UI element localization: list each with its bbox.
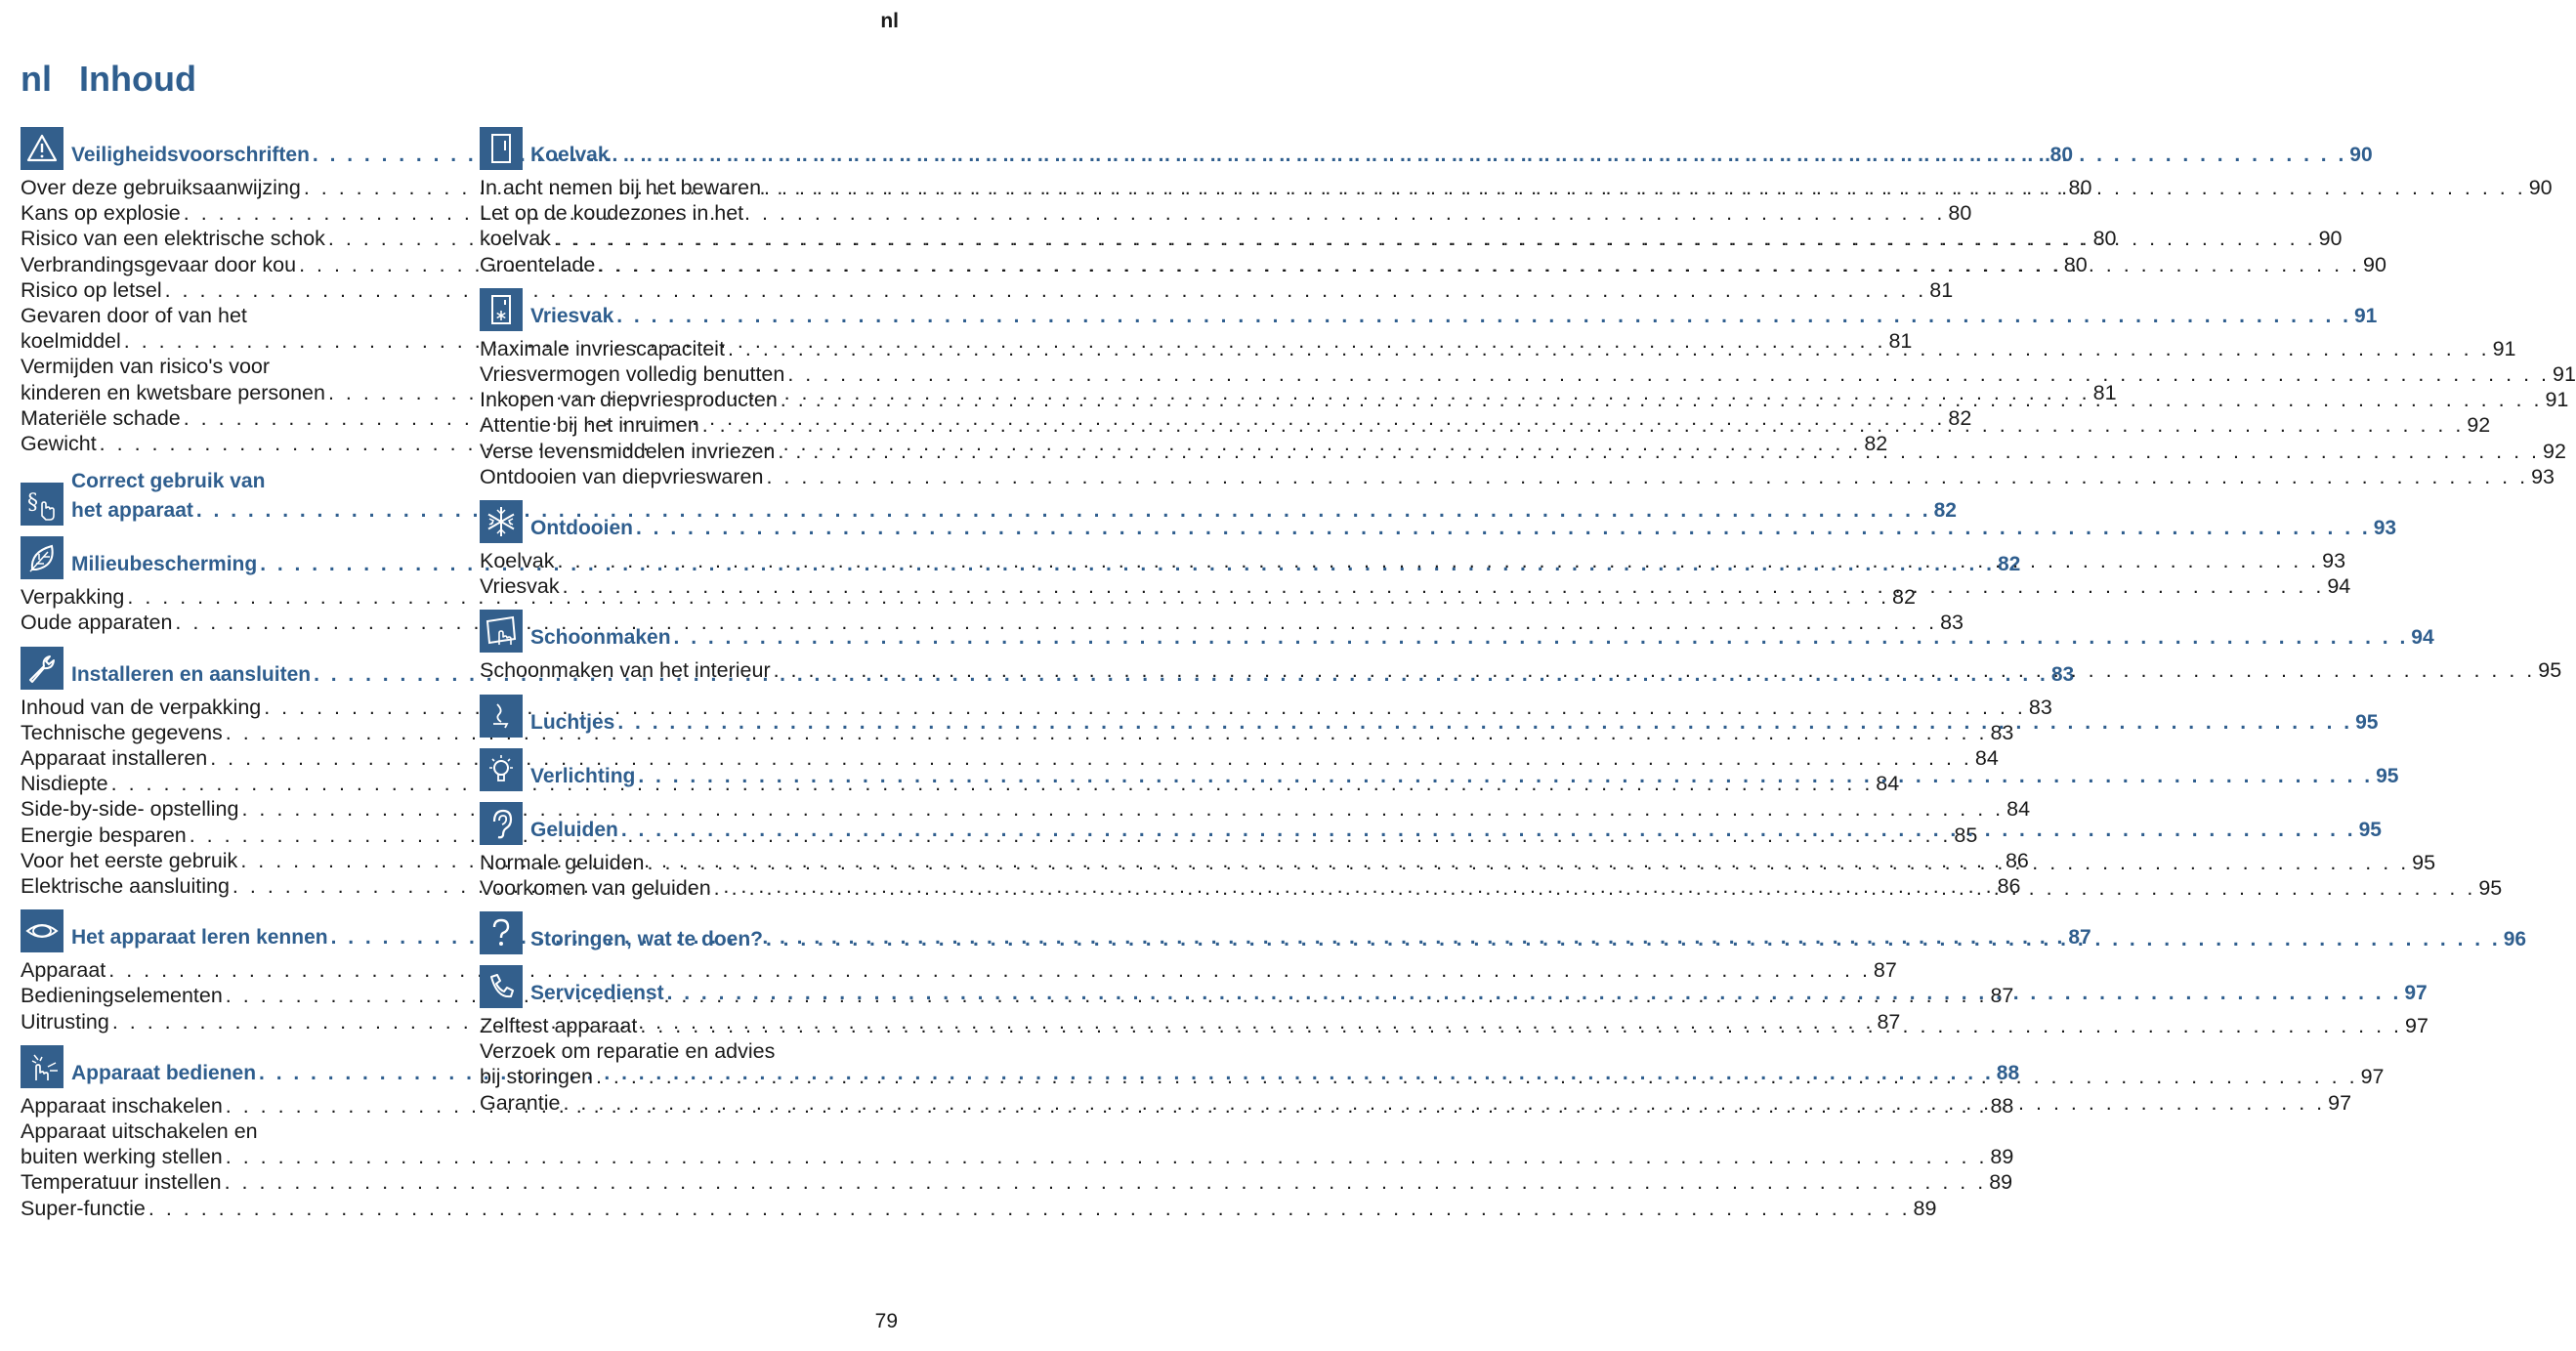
- toc-entry-text: Over deze gebruiksaanwijzing: [21, 176, 301, 199]
- eye-icon: [21, 909, 63, 952]
- section-title: [530, 762, 2398, 791]
- dot-leader: [702, 412, 2465, 438]
- toc-entry-text: kinderen en kwetsbare personen: [21, 380, 325, 404]
- toc-entry-text: Technische gegevens: [21, 720, 223, 744]
- fridge-icon: [480, 127, 523, 170]
- section-page-number: 90: [2349, 144, 2373, 166]
- toc-entry-text: Temperatuur instellen: [21, 1170, 222, 1195]
- toc-entry[interactable]: [21, 695, 2052, 720]
- dot-leader: [640, 1013, 2402, 1038]
- toc-entry-text-line: Let op de koudezones in het: [480, 201, 744, 226]
- toc-entry-text: Ontdooien van diepvrieswaren: [480, 464, 764, 488]
- toc-entry-page-number: 95: [2538, 658, 2562, 683]
- toc-entry-text: Garantie: [480, 1090, 561, 1115]
- section-page-number: 83: [2050, 662, 2075, 686]
- section-page-number: 80: [2049, 144, 2073, 166]
- section-title-text: Ontdooien: [530, 517, 633, 540]
- toc-entry-page-number: 94: [2327, 574, 2351, 599]
- dot-leader: [674, 623, 2409, 653]
- toc-entry-text: Schoonmaken van het interieur: [480, 658, 771, 683]
- toc-entry-text: In acht nemen bij het bewaren: [480, 176, 762, 199]
- dot-leader: [648, 850, 2410, 875]
- section-page-number: 82: [1997, 553, 2021, 576]
- dot-leader: [148, 1196, 1911, 1221]
- page-title: [21, 59, 196, 100]
- toc-entry[interactable]: [21, 1196, 1937, 1221]
- section-page-number: 95: [2358, 818, 2382, 841]
- section-title: [530, 514, 2396, 543]
- dot-leader: [764, 175, 2526, 200]
- dot-leader: [714, 875, 2476, 901]
- toc-entry-text: Vriesvermogen volledig benutten: [480, 362, 785, 387]
- toc-entry-text: Apparaat: [21, 958, 106, 983]
- wrench-icon: [21, 647, 63, 690]
- toc-entry-line: [21, 957, 1897, 983]
- toc-entry[interactable]: [21, 277, 1954, 303]
- toc-entry-page-number: 89: [1989, 1170, 2013, 1195]
- section-title-line: [530, 708, 2378, 738]
- toc-entry-page-number: 91: [2492, 336, 2516, 360]
- section-title: [530, 623, 2434, 653]
- toc-entry[interactable]: [21, 745, 1999, 771]
- toc-entry-page-number: 81: [1888, 329, 1913, 354]
- freezer-icon: [480, 288, 523, 331]
- toc-entry-page-number: 91: [2553, 362, 2576, 387]
- toc-entry-page-number: 95: [2412, 850, 2436, 874]
- toc-entry-text: Voorkomen van geluiden: [480, 875, 711, 900]
- ear-icon: [480, 802, 523, 845]
- section-page-number: 88: [1996, 1061, 2020, 1084]
- section-page-number: 93: [2373, 517, 2397, 540]
- toc-entry-page-number: 81: [1929, 277, 1954, 302]
- toc-entry-text-line: Vermijden van risico's voor: [21, 355, 271, 379]
- toc-entry-page-number: 88: [1990, 1093, 2014, 1118]
- toc-entry-text-line: Gevaren door of van het: [21, 304, 247, 328]
- toc-entry-page-number: 90: [2363, 252, 2386, 276]
- odor-icon: [480, 695, 523, 738]
- dot-leader: [563, 573, 2325, 599]
- toc-entry-page-number: 90: [2318, 227, 2343, 251]
- toc-entry-line: [21, 745, 1999, 771]
- toc-entry[interactable]: [21, 610, 1964, 635]
- dot-leader: [225, 1169, 1987, 1195]
- toc-entry-page-number: 82: [1864, 432, 1888, 456]
- toc-entry-text: Risico van een elektrische schok: [21, 227, 325, 251]
- section-title-line: [530, 816, 2382, 845]
- section-page-number: 87: [2068, 926, 2091, 950]
- toc-entry-text: Materiële schade: [21, 405, 181, 430]
- phone-icon: [480, 965, 523, 1008]
- section-title-text: Apparaat bedienen: [71, 1061, 257, 1084]
- toc-entry-page-number: 84: [1974, 746, 1999, 771]
- toc-entry-line: [21, 610, 1964, 635]
- section-title-text: Installeren en aansluiten: [71, 662, 312, 686]
- section-title-line: [530, 925, 2526, 954]
- toc-entry-line: [480, 361, 2576, 387]
- toc-entry-text-line: Apparaat uitschakelen en: [21, 1119, 258, 1144]
- toc-entry-text: Side-by-side- opstelling: [21, 797, 239, 822]
- dot-leader: [778, 439, 2540, 464]
- toc-entry-page-number: 87: [1873, 958, 1897, 983]
- toc-entry-text: Verpakking: [21, 585, 125, 610]
- toc-entry-page-number: 97: [2360, 1065, 2385, 1089]
- toc-entry-text: Energie besparen: [21, 823, 187, 847]
- toc-entry-page-number: 93: [2531, 464, 2555, 488]
- toc-entry-page-number: 97: [2405, 1014, 2428, 1038]
- dot-leader: [728, 336, 2490, 361]
- toc-entry-page-number: 93: [2322, 549, 2346, 573]
- toc-entry[interactable]: [21, 1119, 2014, 1169]
- toc-entry-text: Uitrusting: [21, 1009, 109, 1034]
- question-icon: [480, 911, 523, 954]
- toc-entry-text: Zelftest apparaat: [480, 1014, 638, 1038]
- toc-entry-text: Elektrische aansluiting: [21, 874, 230, 899]
- toc-entry-page-number: 89: [1913, 1196, 1937, 1220]
- section-page-number: 96: [2503, 928, 2527, 951]
- section-title-text: Milieubescherming: [71, 553, 258, 576]
- svg-text:§: §: [27, 490, 38, 516]
- toc-entry-text: buiten werking stellen: [21, 1145, 223, 1169]
- section-page-number: 95: [2355, 710, 2379, 734]
- toc-entry-line: [21, 695, 2052, 720]
- toc-entry-text: Attentie bij het inruimen: [480, 413, 699, 438]
- toc-entry-text-line: Verzoek om reparatie en advies: [480, 1039, 776, 1064]
- toc-entry-page-number: 82: [1948, 405, 1972, 430]
- toc-entry-line: [480, 464, 2555, 489]
- section-title: [530, 708, 2378, 738]
- dot-leader: [766, 464, 2528, 489]
- toc-entry-text: koelvak: [480, 227, 551, 251]
- toc-entry-page-number: 92: [2543, 439, 2566, 463]
- toc-entry-page-number: 91: [2545, 388, 2569, 412]
- dot-leader: [598, 252, 2360, 277]
- toc-entry-text: Vriesvak: [480, 574, 560, 599]
- toc-entry-text: Verbrandingsgevaar door kou: [21, 252, 297, 276]
- section-page-number: 94: [2411, 626, 2434, 650]
- section-title-line: Correct gebruik van: [71, 470, 266, 493]
- section-title-text: Schoonmaken: [530, 626, 671, 650]
- toc-entry-page-number: 80: [2063, 252, 2088, 276]
- section-title: [530, 302, 2377, 331]
- toc-entry-line: [21, 796, 2031, 822]
- toc-entry-page-number: 80: [1948, 201, 1972, 226]
- toc-entry-page-number: 83: [2028, 695, 2052, 719]
- toc-entry-page-number: 87: [1990, 984, 2014, 1008]
- toc-entry-text: Bedieningselementen: [21, 984, 223, 1008]
- toc-entry-page-number: 97: [2328, 1090, 2352, 1115]
- section-title-text: Het apparaat leren kennen: [71, 926, 328, 950]
- dot-leader: [226, 1144, 1988, 1169]
- toc-entry-page-number: 89: [1990, 1145, 2014, 1169]
- toc-entry-text: Voor het eerste gebruik: [21, 848, 238, 872]
- section-title-line: [530, 762, 2398, 791]
- toc-entry-page-number: 86: [1997, 874, 2021, 899]
- toc-entry-page-number: 85: [1954, 823, 1978, 847]
- toc-entry-text: Gewicht: [21, 432, 97, 456]
- section-title-text: Geluiden: [530, 818, 618, 841]
- toc-entry-page-number: 80: [2092, 227, 2117, 251]
- dot-leader: [787, 361, 2550, 387]
- section-title-line: [530, 141, 2373, 170]
- toc-entry-page-number: 80: [2068, 176, 2092, 199]
- toc-entry-page-number: 84: [2006, 797, 2031, 822]
- leaf-icon: [21, 536, 63, 579]
- cleaning-hand-icon: [480, 610, 523, 653]
- toc-entry-text: Oude apparaten: [21, 611, 173, 635]
- section-title: [530, 141, 2373, 170]
- warning-icon: [21, 127, 63, 170]
- dot-leader: [563, 1090, 2325, 1116]
- toc-entry-text: Koelvak: [480, 549, 555, 573]
- section-title-text: Koelvak: [530, 144, 610, 166]
- dot-leader: [781, 387, 2543, 412]
- section-title-line: [530, 979, 2428, 1008]
- section-title-text: Verlichting: [530, 764, 636, 787]
- title-language: nl: [21, 59, 52, 99]
- hand-touch-icon: [21, 1045, 63, 1088]
- toc-entry-text: koelmiddel: [21, 329, 121, 354]
- toc-entry-text: Maximale invriescapaciteit: [480, 336, 725, 360]
- toc-entry-page-number: 82: [1892, 585, 1916, 610]
- paragraph-hand-icon: [21, 483, 63, 526]
- dot-leader: [638, 762, 2373, 791]
- toc-entry-text: bij storingen: [480, 1065, 593, 1089]
- toc-entry-text: Nisdiepte: [21, 772, 108, 796]
- toc-entry-page-number: 83: [1940, 611, 1964, 635]
- section-title: [530, 925, 2526, 954]
- dot-leader: [596, 1064, 2358, 1089]
- section-title: [530, 816, 2382, 845]
- toc-entry-text: Risico op letsel: [21, 277, 162, 302]
- dot-leader: [165, 277, 1927, 303]
- dot-leader: [636, 514, 2371, 543]
- dot-leader: [617, 708, 2352, 738]
- dot-leader: [554, 226, 2316, 251]
- section-title-text: Vriesvak: [530, 304, 614, 327]
- dot-leader: [184, 200, 1946, 226]
- section-title-text: Storingen, wat te doen?: [530, 928, 764, 951]
- snowflake-icon: [480, 500, 523, 543]
- dot-leader: [558, 548, 2320, 573]
- toc-entry[interactable]: [21, 796, 2031, 822]
- toc-entry-line: [21, 1196, 1937, 1221]
- section-title-line: [530, 514, 2396, 543]
- toc-entry[interactable]: [480, 361, 2576, 387]
- section-page-number: 91: [2354, 304, 2378, 327]
- section-title-text: Veiligheidsvoorschriften: [71, 144, 310, 166]
- dot-leader: [766, 925, 2501, 954]
- toc-entry[interactable]: [480, 464, 2555, 489]
- toc-entry-line: [21, 1144, 2014, 1169]
- toc-entry[interactable]: [21, 957, 1897, 983]
- toc-entry-text: Inhoud van de verpakking: [21, 695, 262, 719]
- section-title-line: [530, 302, 2377, 331]
- section-title: [530, 979, 2428, 1008]
- toc-entry-page-number: 90: [2528, 176, 2553, 199]
- toc-entry-text: Verse levensmiddelen invriezen: [480, 439, 776, 463]
- toc-entry-text: Apparaat installeren: [21, 746, 208, 771]
- toc-entry[interactable]: [21, 1169, 2013, 1195]
- toc-entry-text: Super-functie: [21, 1196, 146, 1220]
- dot-leader: [621, 816, 2356, 845]
- toc-entry-page-number: 87: [1877, 1009, 1901, 1034]
- title-text: Inhoud: [79, 59, 196, 99]
- section-title-text: Servicedienst: [530, 982, 664, 1005]
- dot-leader: [774, 657, 2536, 683]
- toc-entry-text: Inkopen van diepvriesproducten: [480, 388, 778, 412]
- section-title-line: [530, 623, 2434, 653]
- language-tag: nl: [880, 10, 899, 32]
- toc-entry-page-number: 92: [2467, 413, 2491, 438]
- section-page-number: 82: [1933, 499, 1957, 523]
- dot-leader: [616, 302, 2351, 331]
- toc-entry-text: Apparaat inschakelen: [21, 1093, 223, 1118]
- toc-entry-text: Kans op explosie: [21, 201, 181, 226]
- toc-entry-page-number: 95: [2478, 875, 2503, 900]
- section-page-number: 97: [2404, 982, 2428, 1005]
- toc-entry-text: Normale geluiden: [480, 850, 645, 874]
- dot-leader: [612, 141, 2347, 170]
- toc-entry-text: Groentelade: [480, 252, 596, 276]
- toc-entry-line: [21, 1169, 2013, 1195]
- section-title-text: het apparaat: [71, 499, 193, 523]
- section-page-number: 95: [2376, 764, 2399, 787]
- toc-entry-page-number: 81: [2092, 380, 2117, 404]
- page-number: 79: [874, 1310, 898, 1332]
- toc-entry-page-number: 86: [2005, 848, 2029, 872]
- toc-entry-line: [21, 277, 1954, 303]
- toc-entry-page-number: 83: [1990, 720, 2014, 744]
- light-bulb-icon: [480, 748, 523, 791]
- dot-leader: [667, 979, 2402, 1008]
- toc-entry-page-number: 84: [1876, 772, 1900, 796]
- section-title-text: Luchtjes: [530, 710, 615, 734]
